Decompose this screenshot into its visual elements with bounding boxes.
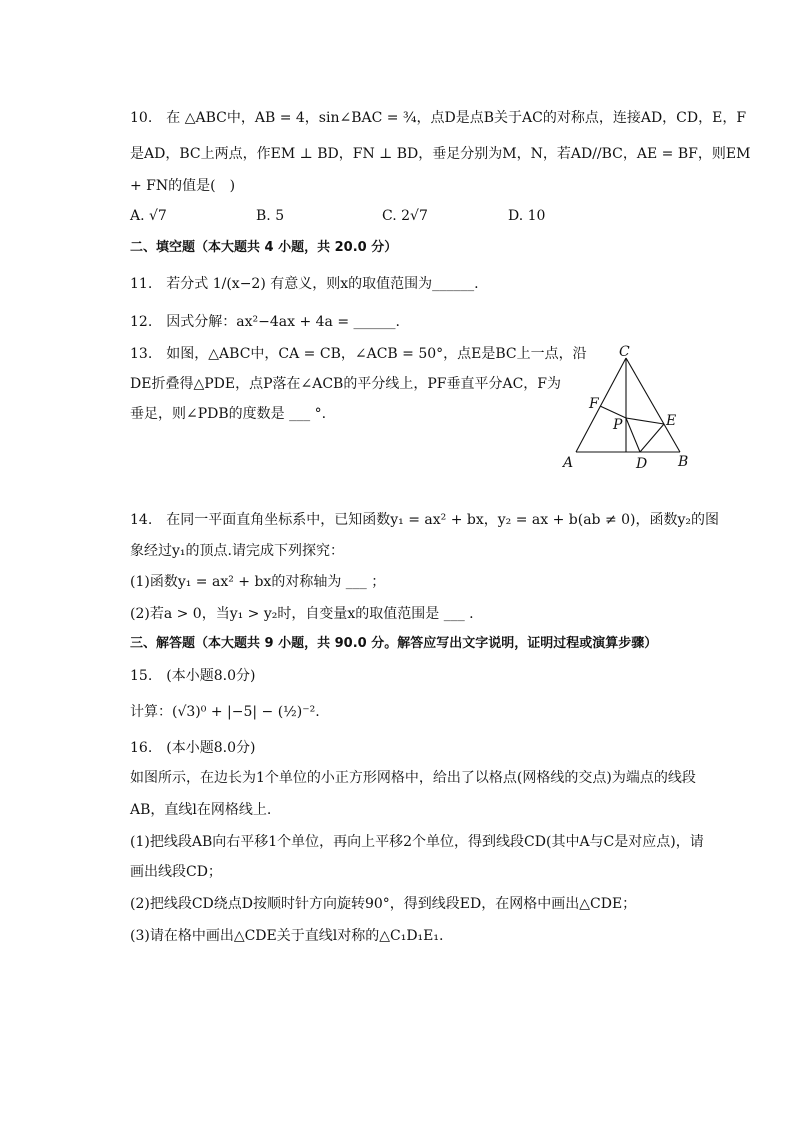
label-e: E [666,413,677,429]
section-fill-in-heading: 二、填空题（本大题共 4 小题，共 20.0 分） [130,240,398,255]
q14-line-1: 14. 在同一平面直角坐标系中，已知函数y₁ = ax² + bx，y₂ = ax + b(ab ≠ 0)，函数y₂的图 [130,512,720,528]
section-solve-heading: 三、解答题（本大题共 9 小题，共 90.0 分。解答应写出文字说明，证明过程或演算步骤） [130,636,658,651]
label-c: C [619,344,630,360]
segment-de [640,424,664,452]
q14-line-3: (1)函数y₁ = ax² + bx的对称轴为 ___ ； [130,574,386,590]
q10-line-2: 是AD，BC上两点，作EM ⊥ BD，FN ⊥ BD，垂足分别为M，N，若AD//BC，AE = BF，则EM [130,146,751,162]
q10-option-a: A. √7 [130,208,167,224]
label-b: B [678,454,689,470]
q12-text: 12. 因式分解：ax²−4ax + 4a = ______. [130,314,400,330]
q11-text: 11. 若分式 1/(x−2) 有意义，则x的取值范围为______. [130,276,479,292]
q15-header: 15. (本小题8.0分) [130,668,256,684]
q16-header: 16. (本小题8.0分) [130,740,256,756]
label-a: A [563,455,574,471]
q13-line-1: 13. 如图，△ABC中，CA = CB，∠ACB = 50°，点E是BC上一点，沿 [130,346,587,362]
q13-line-3: 垂足，则∠PDB的度数是 ___ °. [130,406,327,422]
q10-line-3: + FN的值是( ) [130,178,236,194]
q16-line-4: 画出线段CD； [130,864,222,880]
q14-line-2: 象经过y₁的顶点.请完成下列探究： [130,543,344,559]
segment-pe [626,418,664,424]
q16-line-2: AB，直线l在网格线上. [130,802,272,818]
q10-line-1: 10. 在 △ABC中，AB = 4，sin∠BAC = ¾，点D是点B关于AC的对称点，连接AD，CD，E，F [130,110,747,126]
segment-pd [626,418,640,452]
q16-line-5: (2)把线段CD绕点D按顺时针方向旋转90°，得到线段ED，在网格中画出△CDE； [130,896,637,912]
q10-option-c: C. 2√7 [382,208,428,224]
q15-body: 计算：(√3)⁰ + |−5| − (½)⁻². [130,704,320,720]
label-d: D [636,456,648,472]
q16-line-6: (3)请在格中画出△CDE关于直线l对称的△C₁D₁E₁. [130,928,444,944]
q16-line-3: (1)把线段AB向右平移1个单位，再向上平移2个单位，得到线段CD(其中A与C是对应点)，请 [130,834,704,850]
label-f: F [589,396,599,412]
q13-triangle-figure [556,340,696,474]
q13-line-2: DE折叠得△PDE，点P落在∠ACB的平分线上，PF垂直平分AC，F为 [130,376,562,392]
label-p: P [613,417,623,433]
q16-line-1: 如图所示，在边长为1个单位的小正方形网格中，给出了以格点(网格线的交点)为端点的线段 [130,770,696,786]
q10-option-d: D. 10 [508,208,546,224]
q10-option-b: B. 5 [256,208,285,224]
segment-ac [576,358,626,452]
q14-line-4: (2)若a > 0，当y₁ > y₂时，自变量x的取值范围是 ___ . [130,606,474,622]
